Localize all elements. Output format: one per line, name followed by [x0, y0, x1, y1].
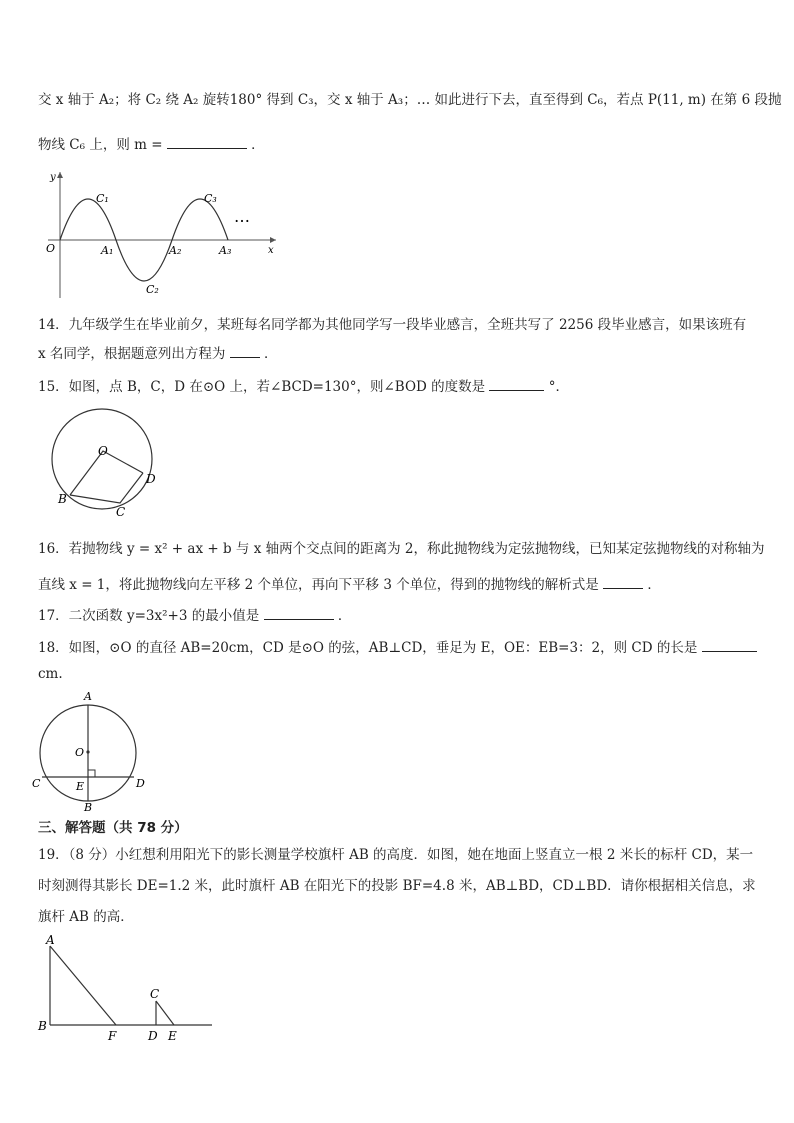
q16-text-line2: [38, 573, 661, 593]
q15-text-line1: [38, 375, 569, 395]
q19-f-label: F: [108, 1029, 117, 1043]
q15-b-label: B: [58, 492, 67, 506]
q18-text-line1: [38, 636, 757, 656]
q19-text-line3: 旗杆 AB 的高．: [38, 909, 134, 925]
q18-figure: [30, 688, 150, 813]
q14-text-line2: [38, 342, 278, 362]
q13-ellipsis: …: [234, 207, 250, 226]
q13-c1-label: C₁: [96, 192, 109, 205]
q15-o-label: O: [98, 444, 108, 458]
q19-text-line2: 时刻测得其影长 DE=1.2 米，此时旗杆 AB 在阳光下的投影 BF=4.8 米，AB⊥BD，CD⊥BD．请你根据相关信息，求: [38, 878, 756, 894]
q14-text-line1: 14．九年级学生在毕业前夕，某班每名同学都为其他同学写一段毕业感言，全班共写了 2256 段毕业感言，如果该班有: [38, 317, 747, 333]
q13-figure: [38, 168, 288, 303]
q14-line2-prefix: x 名同学，根据题意列出方程为: [38, 346, 226, 362]
q19-c-label: C: [150, 987, 160, 1001]
q16-line2-prefix: 直线 x = 1，将此抛物线向左平移 2 个单位，再向下平移 3 个单位，得到的抛物线的解析式是: [38, 577, 599, 593]
q15-line1-prefix: 15．如图，点 B，C，D 在⊙O 上，若∠BCD=130°，则∠BOD 的度数是: [38, 379, 486, 395]
q13-a2-label: A₂: [169, 244, 182, 257]
q19-a-label: A: [46, 933, 55, 947]
section-heading: 三、解答题（共 78 分）: [38, 820, 188, 836]
q15-figure: [48, 405, 168, 520]
q19-text-line1: 19．（8 分）小红想利用阳光下的影长测量学校旗杆 AB 的高度．如图，她在地面上竖直立一根 2 米长的标杆 CD，某一: [38, 847, 754, 863]
q13-y-label: y: [50, 172, 56, 183]
q18-e-label: E: [76, 780, 85, 793]
q18-c-label: C: [32, 777, 41, 790]
q18-d-label: D: [136, 777, 145, 790]
q15-d-label: D: [146, 472, 156, 486]
q15-line1-suffix: °．: [548, 379, 569, 395]
q13-a1-label: A₁: [101, 244, 114, 257]
q18-line1-text: 18．如图，⊙O 的直径 AB=20cm，CD 是⊙O 的弦，AB⊥CD，垂足为 E，OE：EB=3：2，则 CD 的长是: [38, 640, 698, 656]
q16-answer-blank[interactable]: [603, 574, 643, 589]
q13-answer-blank[interactable]: [167, 134, 247, 149]
q15-c-label: C: [116, 505, 126, 519]
q13-line2-prefix: 物线 C₆ 上，则 m =: [38, 137, 163, 153]
q18-b-label: B: [84, 801, 93, 813]
q13-a3-label: A₃: [219, 244, 232, 257]
q13-c2-label: C₂: [146, 283, 159, 296]
q18-answer-blank[interactable]: [702, 637, 757, 652]
q18-o-label: O: [75, 746, 85, 759]
q19-b-label: B: [38, 1019, 47, 1033]
q13-line2-suffix: ．: [251, 137, 265, 153]
q13-o-label: O: [46, 242, 56, 255]
q16-text-line1: 16．若抛物线 y = x² + ax + b 与 x 轴两个交点间的距离为 2，称此抛物线为定弦抛物线，已知某定弦抛物线的对称轴为: [38, 541, 765, 557]
q17-text: [38, 604, 351, 624]
q18-text-line2: cm.: [38, 666, 63, 682]
q15-answer-blank[interactable]: [489, 376, 544, 391]
q18-a-label: A: [84, 690, 92, 703]
q17-answer-blank[interactable]: [264, 605, 334, 620]
q19-figure: [36, 932, 221, 1047]
q16-line2-suffix: ．: [647, 577, 661, 593]
q13-x-label: x: [268, 245, 274, 256]
q13-text-line1: 交 x 轴于 A₂；将 C₂ 绕 A₂ 旋转180° 得到 C₃，交 x 轴于 A₃；… 如此进行下去，直至得到 C₆，若点 P(11, m) 在第 6 段抛: [38, 92, 782, 108]
q13-text-line2: [38, 133, 265, 153]
q14-answer-blank[interactable]: [230, 343, 260, 358]
q19-d-label: D: [148, 1029, 158, 1043]
q17-suffix: ．: [337, 608, 352, 624]
q19-e-label: E: [168, 1029, 177, 1043]
q17-prefix: 17．二次函数 y=3x²+3 的最小值是: [38, 608, 260, 624]
q13-c3-label: C₃: [204, 192, 217, 205]
q14-line2-suffix: ．: [264, 346, 278, 362]
